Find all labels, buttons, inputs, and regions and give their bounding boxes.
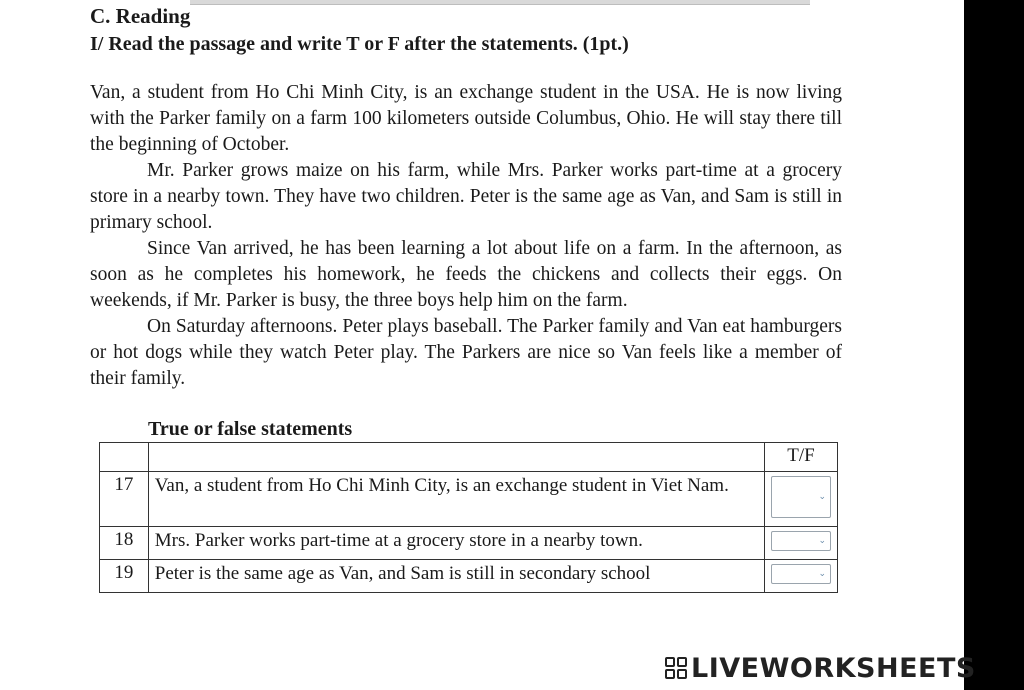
liveworksheets-brand bbox=[665, 652, 976, 684]
row-number: 18 bbox=[100, 527, 149, 560]
table-header-row bbox=[100, 443, 838, 472]
passage-paragraph: Since Van arrived, he has been learning a lot about life on a farm. In the afternoon, as soon as he completes his homework, he feeds the chickens and collects their eggs. On weekends, if Mr. Parker is busy, the three boys help him on the farm. bbox=[90, 238, 842, 311]
header-num-cell bbox=[100, 443, 149, 472]
row-statement: Van, a student from Ho Chi Minh City, is an exchange student in Viet Nam. bbox=[148, 472, 764, 527]
brand-text: LIVEWORKSHEETS bbox=[691, 652, 976, 684]
section-title: C. Reading bbox=[90, 4, 191, 28]
answer-cell bbox=[764, 527, 837, 560]
chevron-down-icon: ⌄ bbox=[818, 536, 826, 546]
true-false-table bbox=[99, 442, 838, 593]
right-black-bar bbox=[964, 0, 1024, 690]
answer-dropdown-18[interactable] bbox=[771, 531, 831, 551]
chevron-down-icon: ⌄ bbox=[818, 492, 826, 502]
answer-cell bbox=[764, 560, 837, 593]
answer-dropdown-19[interactable] bbox=[771, 564, 831, 584]
chevron-down-icon: ⌄ bbox=[818, 569, 826, 579]
row-statement: Mrs. Parker works part-time at a grocery store in a nearby town. bbox=[148, 527, 764, 560]
row-statement: Peter is the same age as Van, and Sam is still in secondary school bbox=[148, 560, 764, 593]
header-answer-cell: T/F bbox=[764, 443, 837, 472]
row-number: 19 bbox=[100, 560, 149, 593]
header-statement-cell bbox=[148, 443, 764, 472]
reading-passage bbox=[90, 80, 842, 392]
table-row bbox=[100, 472, 838, 527]
table-row bbox=[100, 527, 838, 560]
liveworksheets-logo-icon bbox=[665, 657, 687, 679]
answer-dropdown-17[interactable] bbox=[771, 476, 831, 518]
passage-paragraph: Mr. Parker grows maize on his farm, while Mrs. Parker works part-time at a grocery store in a nearby town. They have two children. Peter is the same age as Van, and Sam is still in primary school. bbox=[90, 160, 842, 233]
table-title: True or false statements bbox=[148, 418, 353, 440]
table-row bbox=[100, 560, 838, 593]
passage-paragraph: On Saturday afternoons. Peter plays baseball. The Parker family and Van eat hamburgers or hot dogs while they watch Peter play. The Parkers are nice so Van feels like a member of their family. bbox=[90, 316, 842, 389]
answer-cell bbox=[764, 472, 837, 527]
instruction-text: I/ Read the passage and write T or F after the statements. (1pt.) bbox=[90, 33, 629, 55]
passage-paragraph: Van, a student from Ho Chi Minh City, is an exchange student in the USA. He is now living with the Parker family on a farm 100 kilometers outside Columbus, Ohio. He will stay there till the beginning of October. bbox=[90, 82, 842, 155]
top-edge-strip bbox=[190, 0, 810, 5]
row-number: 17 bbox=[100, 472, 149, 527]
